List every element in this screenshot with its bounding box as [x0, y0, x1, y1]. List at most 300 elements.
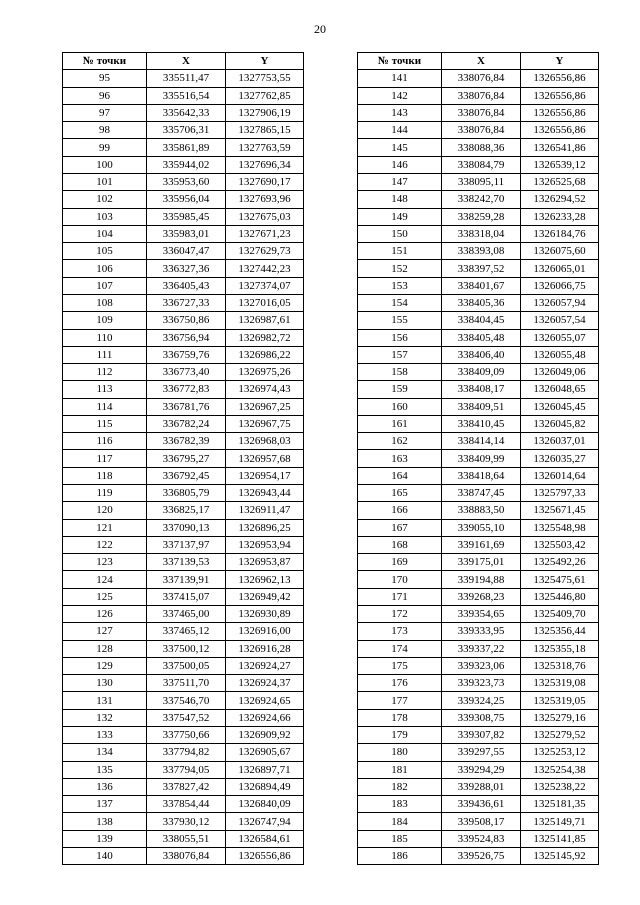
header-point-number: № точки	[358, 53, 442, 70]
point-number-cell: 174	[358, 640, 442, 657]
point-number-cell: 171	[358, 588, 442, 605]
table-row	[358, 243, 599, 260]
table-row	[63, 847, 304, 864]
x-coordinate-cell: 338318,04	[442, 225, 521, 242]
x-coordinate-cell: 339308,75	[442, 709, 521, 726]
table-row	[358, 191, 599, 208]
y-coordinate-cell: 1325253,12	[521, 744, 599, 761]
point-number-cell: 150	[358, 225, 442, 242]
y-coordinate-cell: 1326953,94	[226, 536, 304, 553]
y-coordinate-cell: 1326075,60	[521, 243, 599, 260]
y-coordinate-cell: 1326556,86	[521, 70, 599, 87]
x-coordinate-cell: 337137,97	[147, 536, 226, 553]
x-coordinate-cell: 338418,64	[442, 467, 521, 484]
y-coordinate-cell: 1326949,42	[226, 588, 304, 605]
table-row	[358, 744, 599, 761]
y-coordinate-cell: 1326066,75	[521, 277, 599, 294]
x-coordinate-cell: 337465,00	[147, 606, 226, 623]
point-number-cell: 115	[63, 415, 147, 432]
y-coordinate-cell: 1326747,94	[226, 813, 304, 830]
y-coordinate-cell: 1327690,17	[226, 173, 304, 190]
page-number: 20	[314, 22, 326, 36]
point-number-cell: 130	[63, 675, 147, 692]
x-coordinate-cell: 335511,47	[147, 70, 226, 87]
y-coordinate-cell: 1326924,37	[226, 675, 304, 692]
x-coordinate-cell: 338401,67	[442, 277, 521, 294]
y-coordinate-cell: 1326954,17	[226, 467, 304, 484]
coordinates-table-right	[357, 52, 599, 865]
coordinates-table-left	[62, 52, 304, 865]
table-row	[63, 744, 304, 761]
x-coordinate-cell: 337090,13	[147, 519, 226, 536]
table-row	[358, 813, 599, 830]
table-header-row	[358, 53, 599, 70]
header-point-number: № точки	[63, 53, 147, 70]
x-coordinate-cell: 338076,84	[442, 122, 521, 139]
y-coordinate-cell: 1325145,92	[521, 847, 599, 864]
point-number-cell: 101	[63, 173, 147, 190]
point-number-cell: 184	[358, 813, 442, 830]
x-coordinate-cell: 338409,51	[442, 398, 521, 415]
y-coordinate-cell: 1326930,89	[226, 606, 304, 623]
x-coordinate-cell: 336792,45	[147, 467, 226, 484]
table-row	[358, 485, 599, 502]
point-number-cell: 107	[63, 277, 147, 294]
point-number-cell: 96	[63, 87, 147, 104]
table-row	[358, 588, 599, 605]
table-row	[63, 260, 304, 277]
y-coordinate-cell: 1325279,52	[521, 726, 599, 743]
y-coordinate-cell: 1326525,68	[521, 173, 599, 190]
point-number-cell: 169	[358, 554, 442, 571]
table-row	[63, 519, 304, 536]
point-number-cell: 105	[63, 243, 147, 260]
x-coordinate-cell: 336773,40	[147, 364, 226, 381]
y-coordinate-cell: 1327671,23	[226, 225, 304, 242]
y-coordinate-cell: 1326294,52	[521, 191, 599, 208]
point-number-cell: 186	[358, 847, 442, 864]
y-coordinate-cell: 1326986,22	[226, 346, 304, 363]
table-row	[63, 381, 304, 398]
point-number-cell: 140	[63, 847, 147, 864]
point-number-cell: 158	[358, 364, 442, 381]
y-coordinate-cell: 1326894,49	[226, 778, 304, 795]
x-coordinate-cell: 337827,42	[147, 778, 226, 795]
y-coordinate-cell: 1326897,71	[226, 761, 304, 778]
y-coordinate-cell: 1326184,76	[521, 225, 599, 242]
x-coordinate-cell: 338076,84	[442, 70, 521, 87]
point-number-cell: 128	[63, 640, 147, 657]
x-coordinate-cell: 338397,52	[442, 260, 521, 277]
table-row	[358, 761, 599, 778]
x-coordinate-cell: 339508,17	[442, 813, 521, 830]
x-coordinate-cell: 336772,83	[147, 381, 226, 398]
point-number-cell: 175	[358, 657, 442, 674]
x-coordinate-cell: 337415,07	[147, 588, 226, 605]
y-coordinate-cell: 1327753,55	[226, 70, 304, 87]
y-coordinate-cell: 1326987,61	[226, 312, 304, 329]
point-number-cell: 129	[63, 657, 147, 674]
header-x: X	[147, 53, 226, 70]
point-number-cell: 166	[358, 502, 442, 519]
point-number-cell: 116	[63, 433, 147, 450]
point-number-cell: 131	[63, 692, 147, 709]
point-number-cell: 136	[63, 778, 147, 795]
y-coordinate-cell: 1327693,96	[226, 191, 304, 208]
table-row	[358, 709, 599, 726]
point-number-cell: 149	[358, 208, 442, 225]
point-number-cell: 121	[63, 519, 147, 536]
y-coordinate-cell: 1325492,26	[521, 554, 599, 571]
y-coordinate-cell: 1326045,45	[521, 398, 599, 415]
point-number-cell: 167	[358, 519, 442, 536]
x-coordinate-cell: 336759,76	[147, 346, 226, 363]
point-number-cell: 118	[63, 467, 147, 484]
table-row	[63, 554, 304, 571]
y-coordinate-cell: 1325475,61	[521, 571, 599, 588]
point-number-cell: 135	[63, 761, 147, 778]
y-coordinate-cell: 1326924,66	[226, 709, 304, 726]
table-row	[63, 450, 304, 467]
x-coordinate-cell: 338055,51	[147, 830, 226, 847]
x-coordinate-cell: 339436,61	[442, 796, 521, 813]
x-coordinate-cell: 335953,60	[147, 173, 226, 190]
point-number-cell: 142	[358, 87, 442, 104]
table-row	[358, 346, 599, 363]
point-number-cell: 132	[63, 709, 147, 726]
y-coordinate-cell: 1325355,18	[521, 640, 599, 657]
y-coordinate-cell: 1326924,27	[226, 657, 304, 674]
table-row	[358, 329, 599, 346]
point-number-cell: 170	[358, 571, 442, 588]
x-coordinate-cell: 338410,45	[442, 415, 521, 432]
table-row	[63, 675, 304, 692]
x-coordinate-cell: 338409,09	[442, 364, 521, 381]
table-row	[63, 243, 304, 260]
point-number-cell: 144	[358, 122, 442, 139]
x-coordinate-cell: 339307,82	[442, 726, 521, 743]
x-coordinate-cell: 336781,76	[147, 398, 226, 415]
table-row	[358, 277, 599, 294]
table-row	[63, 225, 304, 242]
y-coordinate-cell: 1326911,47	[226, 502, 304, 519]
point-number-cell: 146	[358, 156, 442, 173]
table-row	[63, 346, 304, 363]
point-number-cell: 137	[63, 796, 147, 813]
table-row	[63, 398, 304, 415]
x-coordinate-cell: 337139,91	[147, 571, 226, 588]
point-number-cell: 122	[63, 536, 147, 553]
table-row	[358, 294, 599, 311]
y-coordinate-cell: 1326057,54	[521, 312, 599, 329]
point-number-cell: 163	[358, 450, 442, 467]
table-row	[63, 588, 304, 605]
table-row	[63, 87, 304, 104]
table-row	[358, 450, 599, 467]
point-number-cell: 182	[358, 778, 442, 795]
table-row	[358, 657, 599, 674]
table-row	[358, 122, 599, 139]
point-number-cell: 103	[63, 208, 147, 225]
table-row	[63, 536, 304, 553]
y-coordinate-cell: 1327629,73	[226, 243, 304, 260]
y-coordinate-cell: 1326943,44	[226, 485, 304, 502]
x-coordinate-cell: 337750,66	[147, 726, 226, 743]
table-row	[63, 277, 304, 294]
x-coordinate-cell: 339055,10	[442, 519, 521, 536]
point-number-cell: 141	[358, 70, 442, 87]
y-coordinate-cell: 1326957,68	[226, 450, 304, 467]
point-number-cell: 123	[63, 554, 147, 571]
point-number-cell: 108	[63, 294, 147, 311]
table-row	[63, 709, 304, 726]
point-number-cell: 111	[63, 346, 147, 363]
point-number-cell: 164	[358, 467, 442, 484]
y-coordinate-cell: 1326233,28	[521, 208, 599, 225]
x-coordinate-cell: 339337,22	[442, 640, 521, 657]
x-coordinate-cell: 337930,12	[147, 813, 226, 830]
table-row	[63, 761, 304, 778]
y-coordinate-cell: 1326541,86	[521, 139, 599, 156]
y-coordinate-cell: 1326065,01	[521, 260, 599, 277]
x-coordinate-cell: 336756,94	[147, 329, 226, 346]
y-coordinate-cell: 1327675,03	[226, 208, 304, 225]
table-row	[63, 571, 304, 588]
y-coordinate-cell: 1326924,65	[226, 692, 304, 709]
table-row	[63, 294, 304, 311]
x-coordinate-cell: 339297,55	[442, 744, 521, 761]
y-coordinate-cell: 1326953,87	[226, 554, 304, 571]
x-coordinate-cell: 337465,12	[147, 623, 226, 640]
table-row	[63, 692, 304, 709]
x-coordinate-cell: 338076,84	[442, 104, 521, 121]
table-row	[63, 312, 304, 329]
point-number-cell: 161	[358, 415, 442, 432]
header-x: X	[442, 53, 521, 70]
x-coordinate-cell: 337139,53	[147, 554, 226, 571]
point-number-cell: 179	[358, 726, 442, 743]
point-number-cell: 104	[63, 225, 147, 242]
x-coordinate-cell: 336782,24	[147, 415, 226, 432]
point-number-cell: 181	[358, 761, 442, 778]
point-number-cell: 124	[63, 571, 147, 588]
y-coordinate-cell: 1325238,22	[521, 778, 599, 795]
point-number-cell: 177	[358, 692, 442, 709]
table-header-row	[63, 53, 304, 70]
y-coordinate-cell: 1326035,27	[521, 450, 599, 467]
table-row	[358, 312, 599, 329]
point-number-cell: 98	[63, 122, 147, 139]
point-number-cell: 160	[358, 398, 442, 415]
point-number-cell: 138	[63, 813, 147, 830]
y-coordinate-cell: 1326539,12	[521, 156, 599, 173]
table-row	[358, 726, 599, 743]
table-row	[358, 398, 599, 415]
x-coordinate-cell: 338076,84	[147, 847, 226, 864]
x-coordinate-cell: 335706,31	[147, 122, 226, 139]
point-number-cell: 180	[358, 744, 442, 761]
y-coordinate-cell: 1325279,16	[521, 709, 599, 726]
table-row	[358, 381, 599, 398]
x-coordinate-cell: 336782,39	[147, 433, 226, 450]
point-number-cell: 168	[358, 536, 442, 553]
x-coordinate-cell: 338405,48	[442, 329, 521, 346]
point-number-cell: 155	[358, 312, 442, 329]
point-number-cell: 99	[63, 139, 147, 156]
table-row	[358, 173, 599, 190]
y-coordinate-cell: 1326905,67	[226, 744, 304, 761]
table-row	[358, 640, 599, 657]
table-row	[63, 415, 304, 432]
y-coordinate-cell: 1326584,61	[226, 830, 304, 847]
y-coordinate-cell: 1325671,45	[521, 502, 599, 519]
table-row	[358, 433, 599, 450]
point-number-cell: 143	[358, 104, 442, 121]
x-coordinate-cell: 336327,36	[147, 260, 226, 277]
point-number-cell: 153	[358, 277, 442, 294]
table-row	[63, 139, 304, 156]
table-row	[358, 467, 599, 484]
point-number-cell: 133	[63, 726, 147, 743]
table-row	[358, 623, 599, 640]
table-row	[358, 571, 599, 588]
point-number-cell: 183	[358, 796, 442, 813]
y-coordinate-cell: 1325149,71	[521, 813, 599, 830]
point-number-cell: 145	[358, 139, 442, 156]
table-row	[358, 87, 599, 104]
x-coordinate-cell: 337500,12	[147, 640, 226, 657]
point-number-cell: 165	[358, 485, 442, 502]
table-row	[63, 433, 304, 450]
x-coordinate-cell: 339294,29	[442, 761, 521, 778]
point-number-cell: 157	[358, 346, 442, 363]
x-coordinate-cell: 335944,02	[147, 156, 226, 173]
table-row	[63, 364, 304, 381]
point-number-cell: 134	[63, 744, 147, 761]
table-row	[358, 208, 599, 225]
x-coordinate-cell: 336825,17	[147, 502, 226, 519]
y-coordinate-cell: 1326057,94	[521, 294, 599, 311]
table-row	[63, 156, 304, 173]
point-number-cell: 172	[358, 606, 442, 623]
x-coordinate-cell: 335985,45	[147, 208, 226, 225]
table-row	[63, 830, 304, 847]
point-number-cell: 112	[63, 364, 147, 381]
x-coordinate-cell: 338076,84	[442, 87, 521, 104]
x-coordinate-cell: 338084,79	[442, 156, 521, 173]
table-row	[358, 70, 599, 87]
y-coordinate-cell: 1326049,06	[521, 364, 599, 381]
y-coordinate-cell: 1326962,13	[226, 571, 304, 588]
table-row	[358, 554, 599, 571]
y-coordinate-cell: 1325797,33	[521, 485, 599, 502]
table-row	[358, 519, 599, 536]
point-number-cell: 152	[358, 260, 442, 277]
y-coordinate-cell: 1326916,00	[226, 623, 304, 640]
table-row	[63, 173, 304, 190]
y-coordinate-cell: 1325254,38	[521, 761, 599, 778]
table-row	[358, 692, 599, 709]
y-coordinate-cell: 1326556,86	[521, 104, 599, 121]
table-row	[358, 139, 599, 156]
x-coordinate-cell: 339175,01	[442, 554, 521, 571]
table-row	[63, 70, 304, 87]
x-coordinate-cell: 339333,95	[442, 623, 521, 640]
y-coordinate-cell: 1325356,44	[521, 623, 599, 640]
y-coordinate-cell: 1327016,05	[226, 294, 304, 311]
table-row	[358, 675, 599, 692]
table-row	[63, 640, 304, 657]
x-coordinate-cell: 338406,40	[442, 346, 521, 363]
x-coordinate-cell: 336795,27	[147, 450, 226, 467]
y-coordinate-cell: 1326916,28	[226, 640, 304, 657]
point-number-cell: 100	[63, 156, 147, 173]
x-coordinate-cell: 338393,08	[442, 243, 521, 260]
y-coordinate-cell: 1326014,64	[521, 467, 599, 484]
y-coordinate-cell: 1326556,86	[226, 847, 304, 864]
point-number-cell: 117	[63, 450, 147, 467]
x-coordinate-cell: 339161,69	[442, 536, 521, 553]
x-coordinate-cell: 336405,43	[147, 277, 226, 294]
point-number-cell: 147	[358, 173, 442, 190]
point-number-cell: 114	[63, 398, 147, 415]
table-row	[63, 623, 304, 640]
x-coordinate-cell: 339288,01	[442, 778, 521, 795]
y-coordinate-cell: 1325319,05	[521, 692, 599, 709]
x-coordinate-cell: 338404,45	[442, 312, 521, 329]
y-coordinate-cell: 1325503,42	[521, 536, 599, 553]
point-number-cell: 173	[358, 623, 442, 640]
x-coordinate-cell: 335956,04	[147, 191, 226, 208]
point-number-cell: 185	[358, 830, 442, 847]
table-row	[358, 104, 599, 121]
y-coordinate-cell: 1326055,48	[521, 346, 599, 363]
x-coordinate-cell: 338414,14	[442, 433, 521, 450]
table-row	[358, 415, 599, 432]
table-row	[358, 260, 599, 277]
table-row	[63, 329, 304, 346]
point-number-cell: 113	[63, 381, 147, 398]
y-coordinate-cell: 1325548,98	[521, 519, 599, 536]
y-coordinate-cell: 1325181,35	[521, 796, 599, 813]
y-coordinate-cell: 1326975,26	[226, 364, 304, 381]
y-coordinate-cell: 1326968,03	[226, 433, 304, 450]
y-coordinate-cell: 1325319,08	[521, 675, 599, 692]
x-coordinate-cell: 339268,23	[442, 588, 521, 605]
point-number-cell: 110	[63, 329, 147, 346]
point-number-cell: 109	[63, 312, 147, 329]
y-coordinate-cell: 1326048,65	[521, 381, 599, 398]
table-row	[63, 485, 304, 502]
x-coordinate-cell: 338408,17	[442, 381, 521, 398]
point-number-cell: 156	[358, 329, 442, 346]
table-row	[63, 813, 304, 830]
x-coordinate-cell: 338259,28	[442, 208, 521, 225]
y-coordinate-cell: 1326967,75	[226, 415, 304, 432]
y-coordinate-cell: 1326037,01	[521, 433, 599, 450]
y-coordinate-cell: 1326045,82	[521, 415, 599, 432]
table-row	[63, 467, 304, 484]
table-row	[63, 606, 304, 623]
x-coordinate-cell: 337794,82	[147, 744, 226, 761]
table-row	[63, 191, 304, 208]
x-coordinate-cell: 336805,79	[147, 485, 226, 502]
x-coordinate-cell: 339323,06	[442, 657, 521, 674]
point-number-cell: 159	[358, 381, 442, 398]
y-coordinate-cell: 1326556,86	[521, 122, 599, 139]
table-row	[358, 796, 599, 813]
table-row	[63, 208, 304, 225]
